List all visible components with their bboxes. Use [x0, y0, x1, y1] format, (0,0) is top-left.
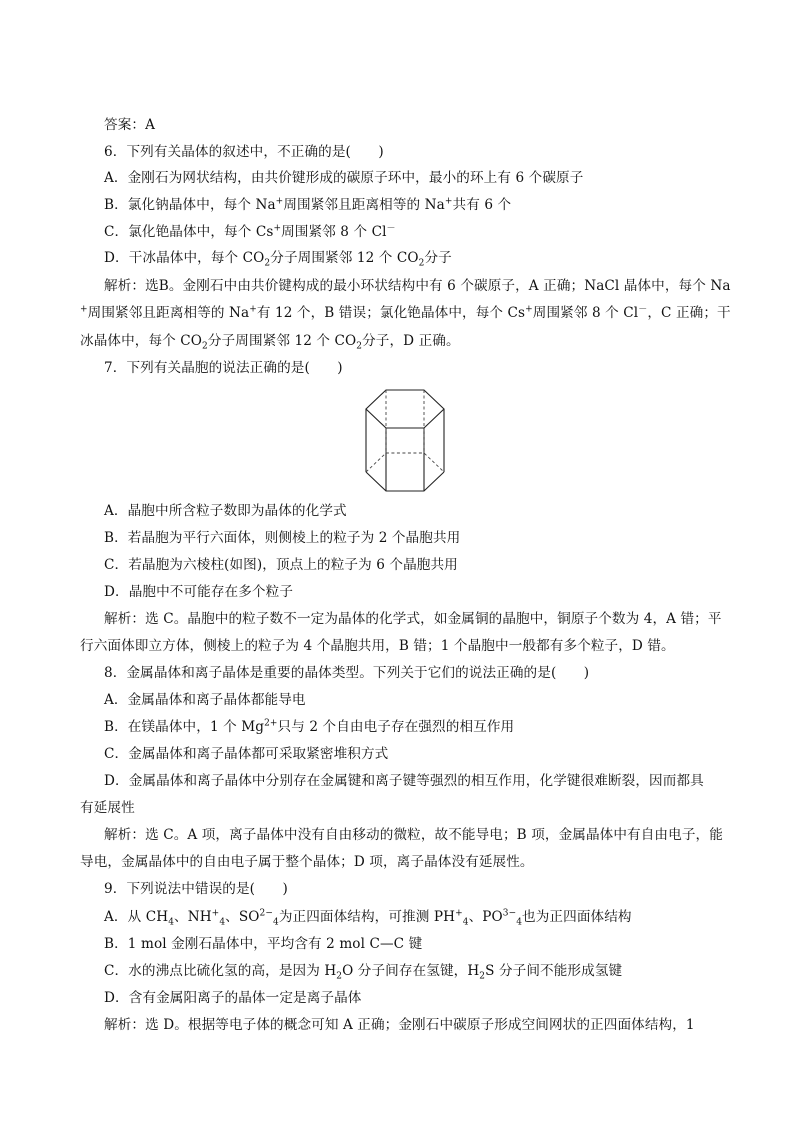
q7-option-c: C．若晶胞为六棱柱(如图)，顶点上的粒子为 6 个晶胞共用: [104, 557, 458, 573]
q7-option-b: B．若晶胞为平行六面体，则侧棱上的粒子为 2 个晶胞共用: [104, 530, 461, 546]
q6-option-d: [104, 249, 452, 267]
q9-c-text3: S 分子间不能形成氢键: [485, 963, 623, 979]
q6-exp-text-b: 周围紧邻且距离相等的 Na: [87, 305, 250, 321]
q6-b-sup1: +: [275, 196, 284, 207]
q9-a-text1: A．从 CH: [104, 909, 169, 925]
q6-exp-sup-c: +: [249, 304, 257, 315]
q9-a-sub1: 4: [168, 917, 175, 928]
q8-option-a: A．金属晶体和离子晶体都能导电: [104, 692, 306, 708]
q9-option-a: [104, 908, 632, 926]
q8-stem: 8．金属晶体和离子晶体是重要的晶体类型。下列关于它们的说法正确的是( ): [104, 665, 590, 681]
q7-option-a: A．晶胞中所含粒子数即为晶体的化学式: [104, 503, 347, 519]
q9-option-b: B．1 mol 金刚石晶体中，平均含有 2 mol C—C 键: [104, 936, 423, 952]
q9-a-text4: 为正四面体结构，可推测 PH: [278, 909, 456, 925]
q9-option-c: [104, 962, 622, 980]
q8-option-b: [104, 718, 514, 736]
q8-b-text2: 只与 2 个自由电子存在强烈的相互作用: [277, 719, 515, 735]
q6-exp3-sub-d: 2: [356, 341, 363, 352]
q7-explanation-line1: 解析：选 C。晶胞中的粒子数不一定为晶体的化学式，如金属铜的晶胞中，铜原子个数为 4，A 错；平: [104, 611, 722, 627]
q8-explanation-line2: 导电，金属晶体中的自由电子属于整个晶体；D 项，离子晶体没有延展性。: [80, 854, 534, 870]
q6-c-text1: C．氯化铯晶体中，每个 Cs: [104, 224, 274, 240]
q6-explanation-line1: 解析：选B。金刚石中由共价键构成的最小环状结构中有 6 个碳原子，A 正确；NaCl 晶体中，每个 Na: [104, 278, 731, 294]
q6-d-text1: D．干冰晶体中，每个 CO: [104, 250, 265, 266]
q9-explanation-line1: 解析：选 D。根据等电子体的概念可知 A 正确；金刚石中碳原子形成空间网状的正四面体结构，1: [104, 1017, 695, 1033]
hexagonal-prism-figure: [360, 384, 450, 496]
q9-a-text2: 、NH: [174, 909, 212, 925]
q6-d-sub1: 2: [264, 258, 271, 269]
q6-b-sup2: +: [444, 196, 453, 207]
q9-a-sub3: 4: [272, 917, 279, 928]
q6-explanation-line2: [80, 304, 731, 322]
q6-exp-text-d: 有 12 个，B 错误；氯化铯晶体中，每个 Cs: [256, 305, 526, 321]
q8-explanation-line1: 解析：选 C。A 项，离子晶体中没有自由移动的微粒，故不能导电；B 项，金属晶体中有自由电子，能: [104, 827, 723, 843]
q9-a-sub2: 4: [219, 917, 226, 928]
q9-c-sub1: 2: [336, 971, 343, 982]
q9-c-text2: O 分子间存在氢键，H: [342, 963, 480, 979]
q9-a-sub5: 4: [516, 917, 523, 928]
q6-c-sup2: －: [386, 223, 396, 234]
q9-stem: 9．下列说法中错误的是( ): [104, 881, 288, 897]
q9-a-text3: 、SO: [225, 909, 260, 925]
prism-bottom-front: [366, 472, 444, 491]
q9-a-sup1: +: [211, 908, 220, 919]
q9-a-text5: 、PO: [468, 909, 503, 925]
q9-a-sup3: +: [455, 908, 463, 919]
prism-top-face: [366, 390, 444, 428]
q6-option-c: [104, 223, 396, 241]
q6-exp3-text-e: 分子，D 正确。: [362, 333, 460, 349]
q6-exp-sup-g: －: [638, 304, 648, 315]
q6-stem: 6．下列有关晶体的叙述中，不正确的是( ): [104, 144, 384, 160]
q8-option-d-line2: 有延展性: [80, 800, 135, 816]
q9-c-sub2: 2: [479, 971, 486, 982]
q6-option-a: A．金刚石为网状结构，由共价键形成的碳原子环中，最小的环上有 6 个碳原子: [104, 170, 584, 186]
q7-option-d: D．晶胞中不可能存在多个粒子: [104, 584, 294, 600]
prism-hidden-bottom: [366, 453, 444, 472]
q7-stem: 7．下列有关晶胞的说法正确的是( ): [104, 360, 343, 376]
q6-d-text2: 分子周围紧邻 12 个 CO: [270, 250, 419, 266]
q6-c-sup1: +: [273, 223, 282, 234]
q6-b-text3: 共有 6 个: [452, 197, 512, 213]
q6-exp3-text-a: 冰晶体中，每个 CO: [80, 333, 203, 349]
answer-line: 答案：A: [104, 117, 155, 133]
q6-option-b: [104, 196, 511, 214]
q8-b-sup: 2+: [264, 718, 278, 729]
q6-b-text1: B．氯化钠晶体中，每个 Na: [104, 197, 276, 213]
q9-a-sub4: 4: [462, 917, 469, 928]
q9-option-d: D．含有金属阳离子的晶体一定是离子晶体: [104, 990, 362, 1006]
q6-exp-text-h: ，C 正确；干: [647, 305, 731, 321]
q6-exp-text-f: 周围紧邻 8 个 Cl: [532, 305, 639, 321]
q6-d-text3: 分子: [424, 250, 452, 266]
q6-b-text2: 周围紧邻且距离相等的 Na: [283, 197, 445, 213]
q9-c-text1: C．水的沸点比硫化氢的高，是因为 H: [104, 963, 337, 979]
q6-explanation-line3: [80, 332, 460, 350]
q8-option-c: C．金属晶体和离子晶体都可采取紧密堆积方式: [104, 746, 389, 762]
q6-exp-sup-a: +: [80, 304, 88, 315]
q6-exp-sup-e: +: [525, 304, 533, 315]
q8-option-d-line1: D．金属晶体和离子晶体中分别存在金属键和离子键等强烈的相互作用，化学键很难断裂，因而都具: [104, 773, 704, 789]
q6-c-text2: 周围紧邻 8 个 Cl: [281, 224, 387, 240]
q6-exp3-text-c: 分子周围紧邻 12 个 CO: [207, 333, 357, 349]
q8-b-text1: B．在镁晶体中，1 个 Mg: [104, 719, 265, 735]
q7-explanation-line2: 行六面体即立方体，侧棱上的粒子为 4 个晶胞共用，B 错；1 个晶胞中一般都有多个粒子，D 错。: [80, 638, 675, 654]
q6-exp3-sub-b: 2: [202, 341, 208, 352]
q6-d-sub2: 2: [418, 258, 425, 269]
q9-a-sup4: 3−: [502, 908, 517, 919]
q9-a-text6: 也为正四面体结构: [522, 909, 632, 925]
q9-a-sup2: 2−: [259, 908, 273, 919]
